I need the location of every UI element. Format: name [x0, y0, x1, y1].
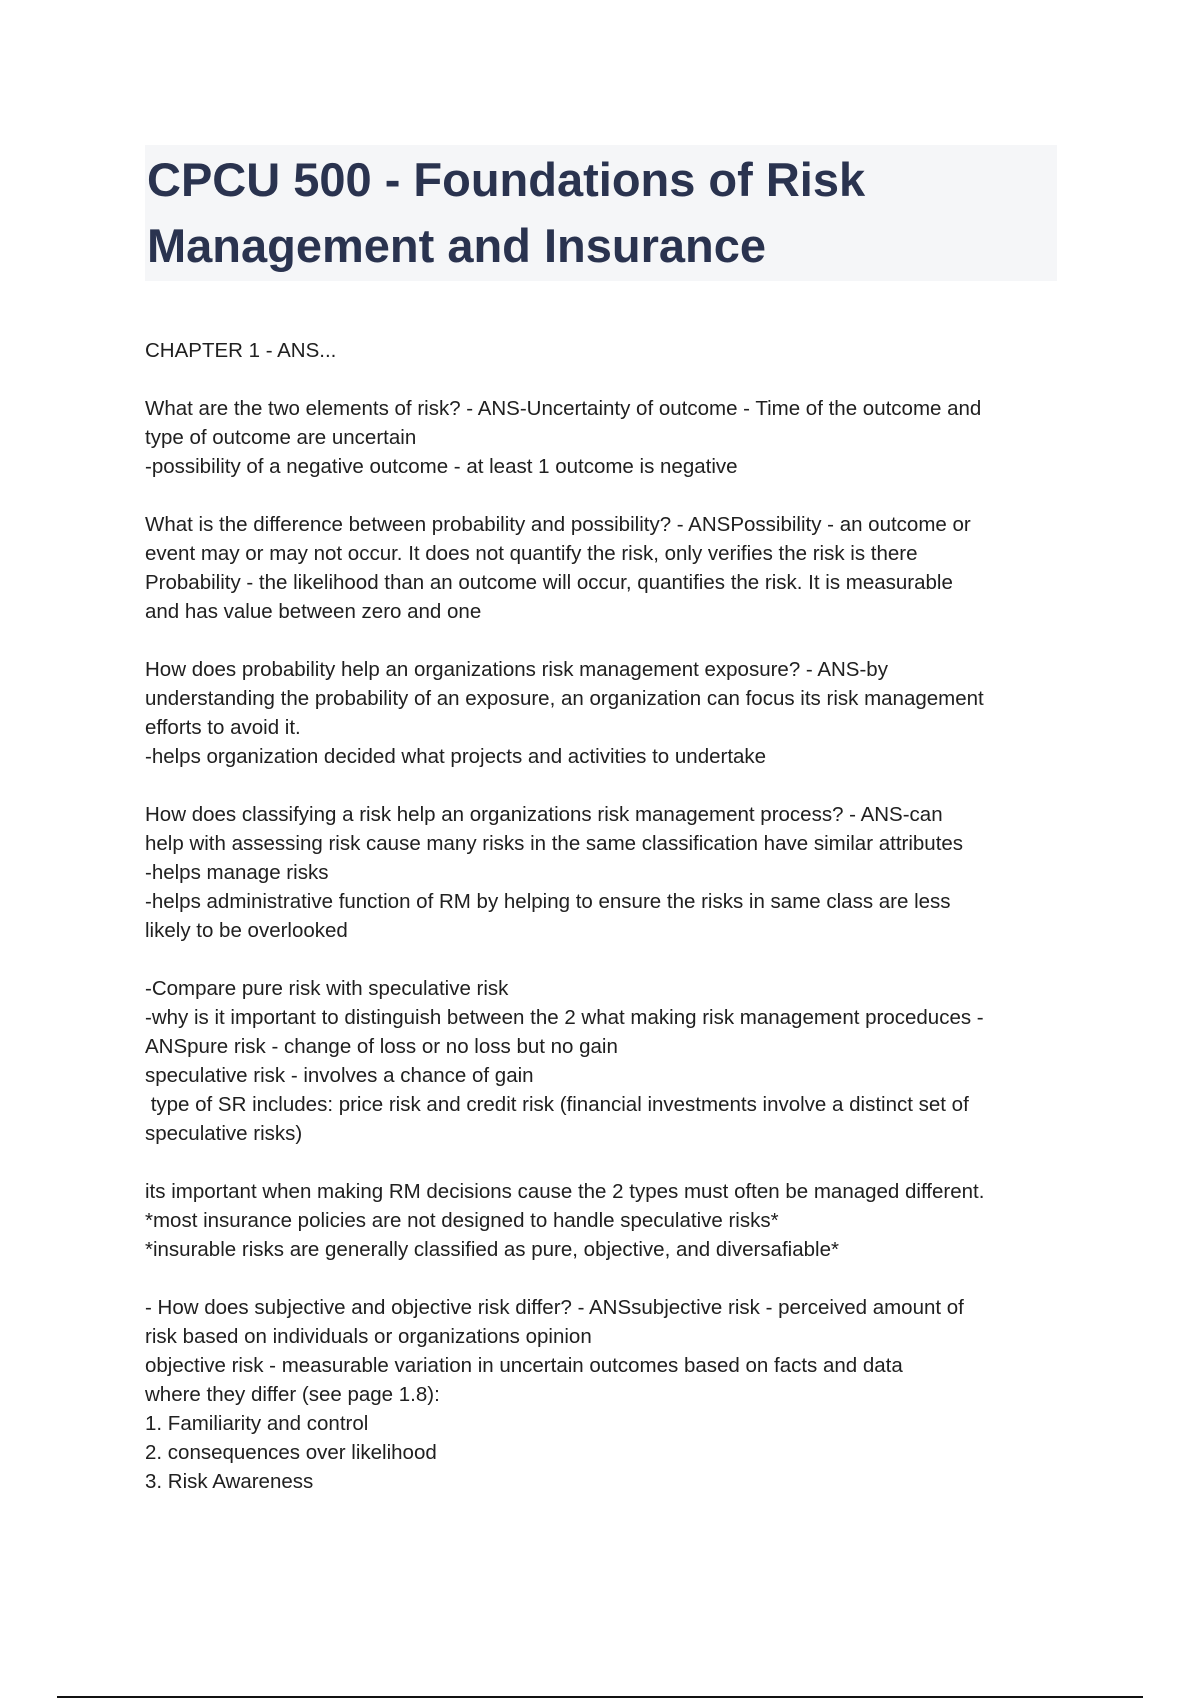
text-line: - How does subjective and objective risk differ? - ANSsubjective risk - perceived amount of	[145, 1296, 964, 1319]
qa-paragraph	[145, 655, 1065, 771]
text-line: How does probability help an organizations risk management exposure? - ANS-by	[145, 658, 888, 681]
text-line: speculative risks)	[145, 1122, 303, 1145]
text-line: What is the difference between probability and possibility? - ANSPossibility - an outcome or	[145, 513, 971, 536]
text-line: type of outcome are uncertain	[145, 426, 417, 449]
title-banner	[145, 145, 1057, 281]
text-line: -helps organization decided what projects and activities to undertake	[145, 745, 767, 768]
qa-paragraph	[145, 394, 1065, 481]
list-item: 3. Risk Awareness	[145, 1470, 314, 1493]
text-line: speculative risk - involves a chance of gain	[145, 1064, 534, 1087]
text-line: ANSpure risk - change of loss or no loss but no gain	[145, 1035, 618, 1058]
qa-paragraph	[145, 800, 1065, 945]
text-line: likely to be overlooked	[145, 919, 348, 942]
qa-paragraph	[145, 1293, 1065, 1496]
text-line: -Compare pure risk with speculative risk	[145, 977, 509, 1000]
title-line: Management and Insurance	[147, 219, 766, 272]
text-line: event may or may not occur. It does not quantify the risk, only verifies the risk is there	[145, 542, 918, 565]
text-line: *insurable risks are generally classified as pure, objective, and diversafiable*	[145, 1238, 839, 1261]
text-line: How does classifying a risk help an organizations risk management process? - ANS-can	[145, 803, 943, 826]
text-line: -helps manage risks	[145, 861, 329, 884]
text-line: efforts to avoid it.	[145, 716, 301, 739]
list-item: 2. consequences over likelihood	[145, 1441, 437, 1464]
text-line: -why is it important to distinguish between the 2 what making risk management proceduces -	[145, 1006, 984, 1029]
text-line: understanding the probability of an exposure, an organization can focus its risk management	[145, 687, 984, 710]
document-body	[145, 336, 1065, 1525]
chapter-heading	[145, 336, 1065, 365]
text-line: Probability - the likelihood than an outcome will occur, quantifies the risk. It is measurable	[145, 571, 953, 594]
text-line: type of SR includes: price risk and credit risk (financial investments involve a distinct set of	[145, 1093, 969, 1116]
text-line: -helps administrative function of RM by helping to ensure the risks in same class are less	[145, 890, 951, 913]
text-line: where they differ (see page 1.8):	[145, 1383, 440, 1406]
qa-paragraph	[145, 510, 1065, 626]
document-title	[147, 145, 1057, 279]
text-line: risk based on individuals or organizations opinion	[145, 1325, 592, 1348]
text-line: its important when making RM decisions cause the 2 types must often be managed different.	[145, 1180, 985, 1203]
text-line: help with assessing risk cause many risks in the same classification have similar attributes	[145, 832, 964, 855]
qa-paragraph	[145, 974, 1065, 1148]
text-line: and has value between zero and one	[145, 600, 482, 623]
text-line: -possibility of a negative outcome - at least 1 outcome is negative	[145, 455, 738, 478]
text-line: CHAPTER 1 - ANS...	[145, 339, 337, 362]
note-paragraph	[145, 1177, 1065, 1264]
text-line: objective risk - measurable variation in uncertain outcomes based on facts and data	[145, 1354, 903, 1377]
text-line: What are the two elements of risk? - ANS-Uncertainty of outcome - Time of the outcome and	[145, 397, 982, 420]
title-line: CPCU 500 - Foundations of Risk	[147, 153, 866, 206]
list-item: 1. Familiarity and control	[145, 1412, 369, 1435]
page-bottom-divider	[57, 1696, 1143, 1698]
text-line: *most insurance policies are not designed to handle speculative risks*	[145, 1209, 779, 1232]
